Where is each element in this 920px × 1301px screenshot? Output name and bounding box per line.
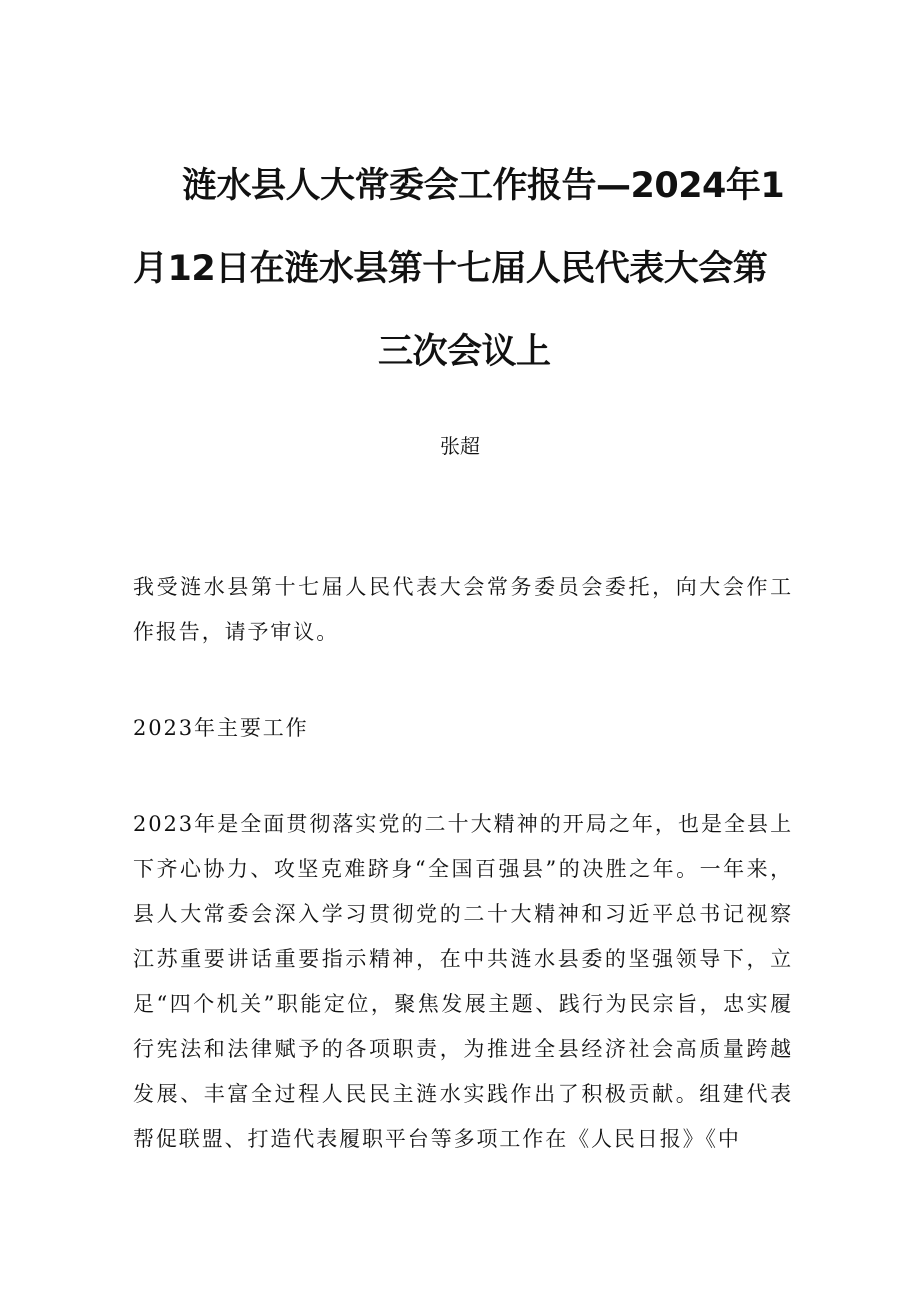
- document-title-line-3: 三次会议上: [378, 332, 551, 372]
- document-title-line-2: 月12日在涟水县第十七届人民代表大会第: [133, 249, 768, 289]
- body-paragraph: 2023年是全面贯彻落实党的二十大精神的开局之年，也是全县上下齐心协力、攻坚克难跻身“全国百强县”的决胜之年。一年来，县人大常委会深入学习贯彻党的二十大精神和习近平总书记视察江苏重要讲话重要指示精神，在中共涟水县委的坚强领导下，立足“四个机关”职能定位，聚焦发展主题、践行为民宗旨，忠实履行宪法和法律赋予的各项职责，为推进全县经济社会高质量跨越发展、丰富全过程人民民主涟水实践作出了积极贡献。组建代表帮促联盟、打造代表履职平台等多项工作在《人民日报》《中: [133, 812, 793, 1151]
- intro-paragraph: 我受涟水县第十七届人民代表大会常务委员会委托，向大会作工作报告，请予审议。: [133, 575, 793, 644]
- author-name: 张超: [440, 434, 480, 458]
- document-title-line-1: 涟水县人大常委会工作报告—2024年1: [182, 166, 785, 206]
- section-heading: 2023年主要工作: [133, 716, 309, 740]
